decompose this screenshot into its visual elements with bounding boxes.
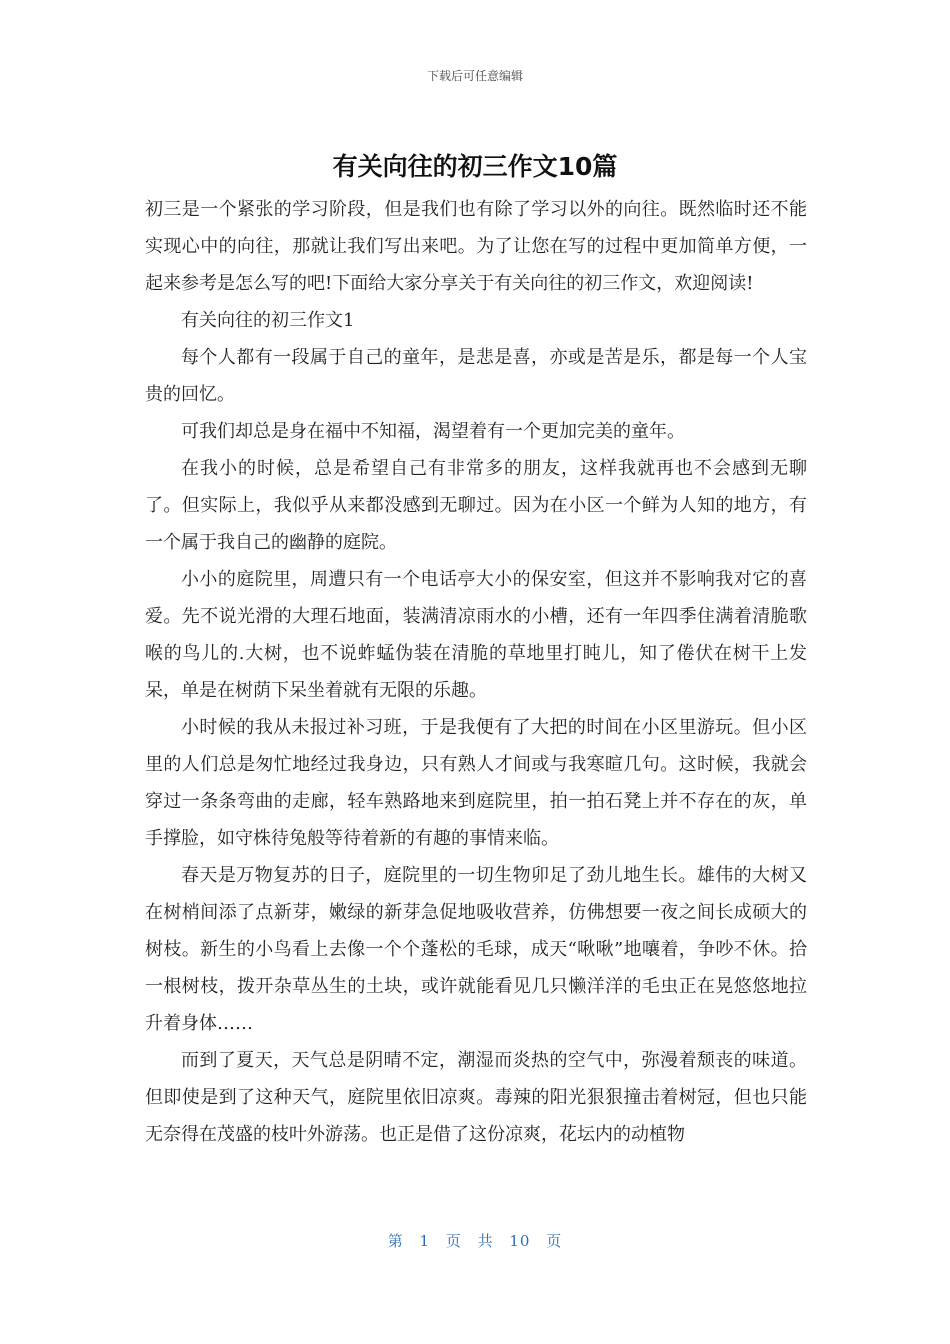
body-paragraph: 春天是万物复苏的日子，庭院里的一切生物卯足了劲儿地生长。雄伟的大树又在树梢间添了点新芽，嫩绿的新芽急促地吸收营养，仿佛想要一夜之间长成硕大的树枝。新生的小鸟看上去像一个个蓬松的毛球，成天“啾啾”地嚷着，争吵不休。拾一根树枝，拨开杂草丛生的土块，或许就能看见几只懒洋洋的毛虫正在晃悠悠地拉升着身体……: [145, 865, 807, 1034]
document-title: 有关向往的初三作文10篇: [332, 152, 618, 181]
page-header-note: 下载后可任意编辑: [426, 69, 523, 83]
intro-paragraph: 初三是一个紧张的学习阶段，但是我们也有除了学习以外的向往。既然临时还不能实现心中的向往，那就让我们写出来吧。为了让您在写的过程中更加简单方便，一起来参考是怎么写的吧!下面给大家分享关于有关向往的初三作文，欢迎阅读!: [145, 199, 807, 294]
body-paragraph: 在我小的时候，总是希望自己有非常多的朋友，这样我就再也不会感到无聊了。但实际上，我似乎从来都没感到无聊过。因为在小区一个鲜为人知的地方，有一个属于我自己的幽静的庭院。: [145, 458, 807, 553]
body-paragraph: 小时候的我从未报过补习班，于是我便有了大把的时间在小区里游玩。但小区里的人们总是匆忙地经过我身边，只有熟人才间或与我寒暄几句。这时候，我就会穿过一条条弯曲的走廊，轻车熟路地来到庭院里，拍一拍石凳上并不存在的灰，单手撑脸，如守株待兔般等待着新的有趣的事情来临。: [145, 717, 807, 849]
essay-subtitle: 有关向往的初三作文1: [181, 310, 355, 331]
document-body: [145, 191, 807, 1153]
body-paragraph: 每个人都有一段属于自己的童年，是悲是喜，亦或是苦是乐，都是每一个人宝贵的回忆。: [145, 347, 807, 405]
body-paragraph: 而到了夏天，天气总是阴晴不定，潮湿而炎热的空气中，弥漫着颓丧的味道。但即使是到了这种天气，庭院里依旧凉爽。毒辣的阳光狠狠撞击着树冠，但也只能无奈得在茂盛的枝叶外游荡。也正是借了这份凉爽，花坛内的动植物: [145, 1050, 807, 1145]
body-paragraph: 小小的庭院里，周遭只有一个电话亭大小的保安室，但这并不影响我对它的喜爱。先不说光滑的大理石地面，装满清凉雨水的小槽，还有一年四季住满着清脆歌喉的鸟儿的.大树，也不说蚱蜢伪装在清脆的草地里打盹儿，知了倦伏在树干上发呆，单是在树荫下呆坐着就有无限的乐趣。: [145, 569, 807, 701]
body-paragraph: 可我们却总是身在福中不知福，渴望着有一个更加完美的童年。: [181, 421, 685, 442]
page-number-footer: 第 1 页 共 10 页: [387, 1232, 563, 1250]
